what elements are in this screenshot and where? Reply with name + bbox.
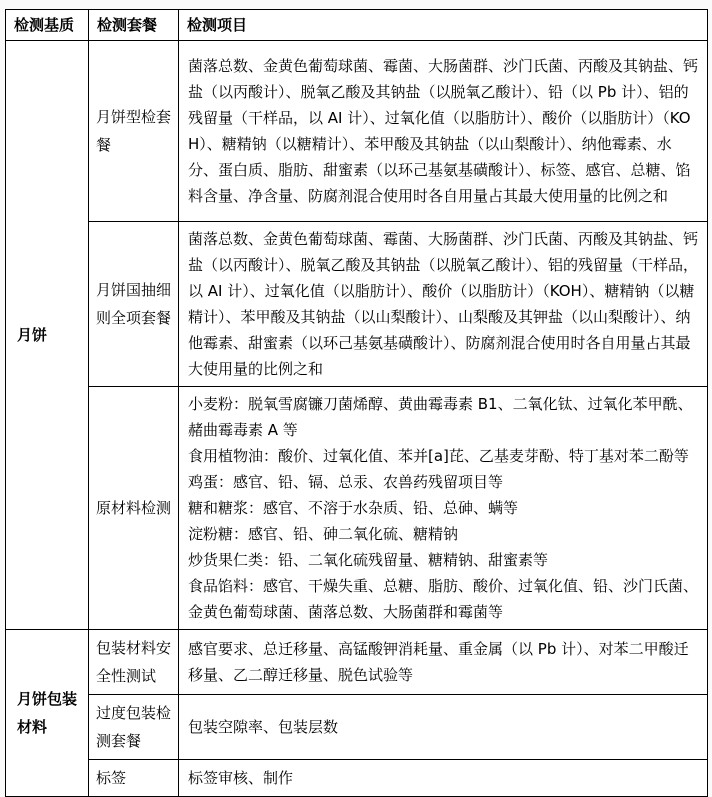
package-cell-excessive-packaging: 过度包装检测套餐 (89, 695, 179, 760)
table-row-national-sampling-package (6, 222, 708, 387)
item-line-vegetable-oil: 食用植物油：酸价、过氧化值、苯并[a]芘、乙基麦芽酚、特丁基对苯二酚等 (188, 447, 689, 465)
table-row-raw-materials (6, 387, 708, 630)
package-cell-packaging-safety: 包装材料安全性测试 (89, 630, 179, 695)
header-cell-matrix: 检测基质 (6, 10, 89, 41)
table-row-label (6, 760, 708, 797)
matrix-cell-packaging-material: 月饼包装材料 (6, 630, 89, 797)
items-cell-excessive-packaging: 包装空隙率、包装层数 (179, 695, 708, 760)
items-cell-mooncake-type: 菌落总数、金黄色葡萄球菌、霉菌、大肠菌群、沙门氏菌、丙酸及其钠盐、钙盐（以丙酸计）、脱氧乙酸及其钠盐（以脱氧乙酸计）、铅（以 Pb 计）、铝的残留量（干样品，以 AI 计）、过氧化值（以脂肪计）、酸价（以脂肪计）（KOH）、糖精钠（以糖精计）、苯甲酸及其钠盐（以山梨酸计）、纳他霉素、水分、蛋白质、脂肪、甜蜜素（以环己基氨基磺酸计）、标签、感官、总糖、馅料含量、净含量、防腐剂混合使用时各自用量占其最大使用量的比例之和 (179, 41, 708, 222)
table-row-excessive-packaging (6, 695, 708, 760)
package-cell-national-sampling: 月饼国抽细则全项套餐 (89, 222, 179, 387)
table-row-packaging-safety (6, 630, 708, 695)
header-row (6, 10, 708, 41)
header-cell-items: 检测项目 (179, 10, 708, 41)
items-cell-packaging-safety: 感官要求、总迁移量、高锰酸钾消耗量、重金属（以 Pb 计）、对苯二甲酸迁移量、乙二醇迁移量、脱色试验等 (179, 630, 708, 695)
item-line-starch-sugar: 淀粉糖：感官、铅、砷二氧化硫、糖精钠 (188, 525, 459, 543)
package-cell-mooncake-type: 月饼型检套餐 (89, 41, 179, 222)
matrix-cell-mooncake: 月饼 (6, 41, 89, 630)
item-line-wheat-flour: 小麦粉：脱氧雪腐镰刀菌烯醇、黄曲霉毒素 B1、二氧化钛、过氧化苯甲酰、赭曲霉毒素 A 等 (188, 395, 693, 439)
items-cell-raw-materials (179, 387, 708, 630)
item-line-roasted-nuts: 炒货果仁类：铅、二氧化硫残留量、糖精钠、甜蜜素等 (188, 551, 549, 569)
item-line-food-filling: 食品馅料：感官、干燥失重、总糖、脂肪、酸价、过氧化值、铅、沙门氏菌、金黄色葡萄球菌、菌落总数、大肠菌群和霉菌等 (188, 577, 699, 621)
item-line-eggs: 鸡蛋：感官、铅、镉、总汞、农兽药残留项目等 (188, 473, 504, 491)
header-cell-package: 检测套餐 (89, 10, 179, 41)
items-cell-label: 标签审核、制作 (179, 760, 708, 797)
package-cell-raw-materials: 原材料检测 (89, 387, 179, 630)
items-cell-national-sampling: 菌落总数、金黄色葡萄球菌、霉菌、大肠菌群、沙门氏菌、丙酸及其钠盐、钙盐（以丙酸计）、脱氧乙酸及其钠盐（以脱氧乙酸计）、铝的残留量（干样品，以 AI 计）、过氧化值（以脂肪计）、酸价（以脂肪计）（KOH）、糖精钠（以糖精计）、苯甲酸及其钠盐（以山梨酸计）、山梨酸及其钾盐（以山梨酸计）、纳他霉素、甜蜜素（以环己基氨基磺酸计）、防腐剂混合使用时各自用量占其最大使用量的比例之和 (179, 222, 708, 387)
item-line-sugar-syrup: 糖和糖浆：感官、不溶于水杂质、铅、总砷、螨等 (188, 499, 519, 517)
table-row-mooncake-type-package (6, 41, 708, 222)
mooncake-test-table (5, 9, 708, 797)
package-cell-label: 标签 (89, 760, 179, 797)
